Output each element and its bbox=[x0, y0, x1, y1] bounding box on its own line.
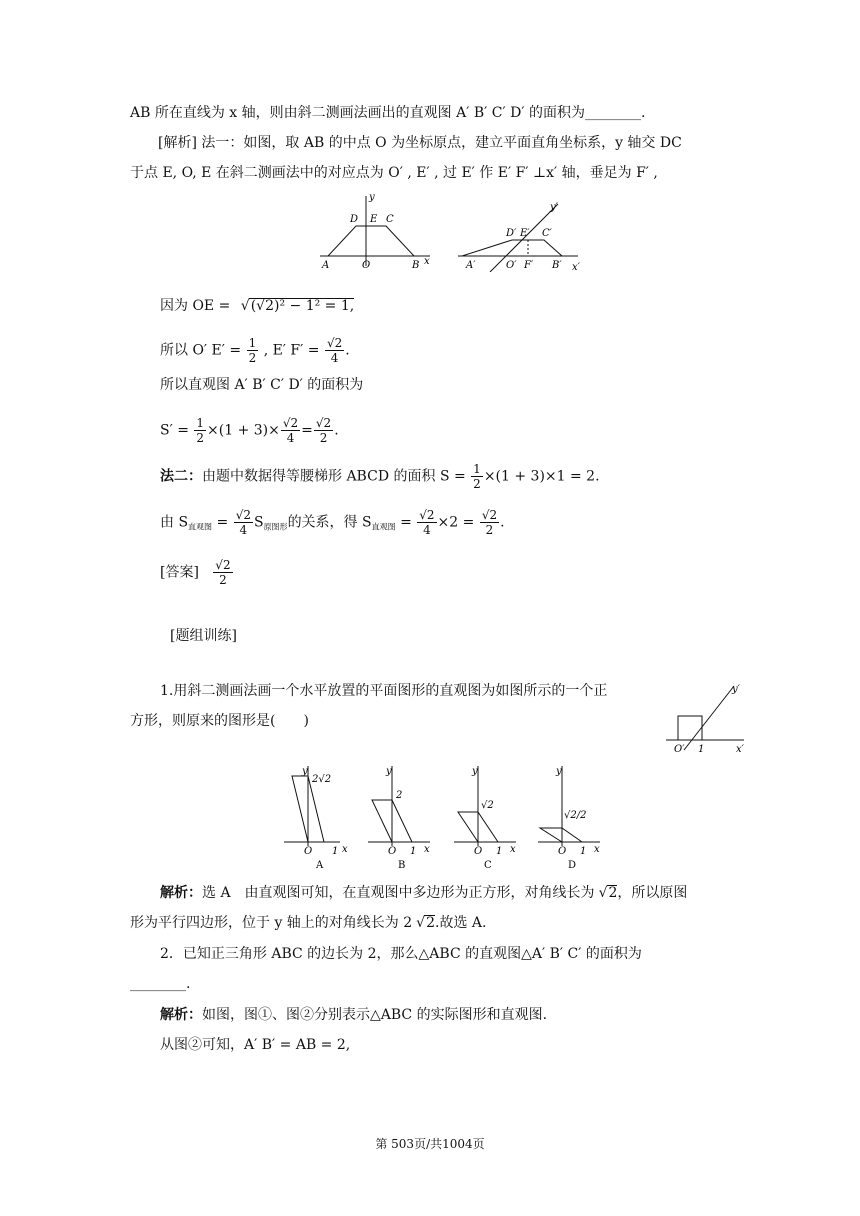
oe-prime-text: 所以 O′ E′ = bbox=[160, 342, 242, 359]
optB-label-x: x bbox=[424, 844, 430, 855]
sol1-line-a: 解析：选 A 由直观图可知，在直观图中多边形为正方形，对角线长为√ 2，所以原图 bbox=[160, 883, 687, 903]
q1-line-b: 方形，则原来的图形是( ) bbox=[130, 713, 309, 729]
fig3-label-x: x′ bbox=[736, 744, 744, 755]
oe-text: 因为 OE = bbox=[160, 298, 231, 314]
frac-r2-4-2: $\frac{√2}{4}$ bbox=[282, 416, 299, 445]
option-a-figure bbox=[284, 766, 348, 871]
solution-text: 法一：如图，取 AB 的中点 O 为坐标原点，建立平面直角坐标系，y 轴交 DC bbox=[201, 135, 682, 151]
frac-half-3: $\frac{1}{2}$ bbox=[473, 462, 481, 491]
frac-r2-4-3: $\frac{√2}{4}$ bbox=[235, 508, 251, 537]
fig2-label-B: B′ bbox=[552, 260, 562, 271]
answer-value: $\frac{√2}{2}$ bbox=[215, 558, 231, 587]
solution-label: [解析] bbox=[158, 135, 197, 151]
fig2-label-E: E′ bbox=[520, 228, 530, 239]
fig1-label-x: x bbox=[424, 256, 430, 267]
q2-line-a: 2．已知正三角形 ABC 的边长为 2，那么△ABC 的直观图△A′ B′ C′ 的面积为 bbox=[160, 946, 642, 962]
s1-expr: ×(1 + 3)× bbox=[207, 422, 280, 439]
optC-label-O: O bbox=[474, 846, 483, 857]
fig1-label-E: E bbox=[370, 214, 378, 225]
optB-label-val: 2 bbox=[396, 790, 403, 801]
group-title: [题组训练] bbox=[170, 628, 237, 644]
ef-label: , E′ F′ = bbox=[263, 342, 320, 359]
fig1-label-O: O bbox=[362, 260, 371, 271]
oblique-trapezoid-figure bbox=[458, 202, 581, 272]
frac-r2-4: $\frac{√2}{4}$ bbox=[326, 336, 343, 365]
optB-label-1: 1 bbox=[410, 846, 417, 857]
optC-label-val: √2 bbox=[481, 800, 494, 811]
oe-expr: (√2)² − 1² = 1, bbox=[250, 298, 355, 314]
oe-line bbox=[160, 296, 354, 316]
option-b-figure bbox=[368, 766, 430, 871]
optA-label-1: 1 bbox=[332, 846, 339, 857]
optA-label-val: 2√2 bbox=[312, 774, 332, 785]
fig1-label-D: D bbox=[350, 214, 359, 225]
sol1-label: 解析： bbox=[160, 885, 202, 901]
fig1-label-y: y bbox=[369, 192, 375, 203]
trapezoid-figures bbox=[310, 192, 600, 272]
method-two-line bbox=[160, 462, 600, 491]
square-intuitive-figure bbox=[662, 672, 762, 756]
fig2-label-F: F′ bbox=[524, 260, 534, 271]
area-intro-line: 所以直观图 A′ B′ C′ D′ 的面积为 bbox=[160, 377, 364, 393]
option-figures bbox=[280, 762, 600, 874]
frac-r2-2: $\frac{√2}{2}$ bbox=[315, 416, 332, 445]
fig1-label-A: A bbox=[322, 260, 330, 271]
sol2-line-a: 解析：如图，图①、图②分别表示△ABC 的实际图形和直观图. bbox=[160, 1007, 548, 1023]
oe-prime-line: 所以 O′ E′ = $\frac{1}{2}$ , E′ F′ = $\frac{√2}{4}$ . bbox=[160, 336, 350, 365]
sol2-line-b: 从图②可知，A′ B′ = AB = 2, bbox=[160, 1037, 351, 1053]
optD-label-y: y bbox=[556, 766, 562, 777]
fig2-label-O: O′ bbox=[506, 260, 517, 271]
fig2-label-y: y′ bbox=[550, 202, 558, 213]
option-c-figure bbox=[454, 766, 516, 871]
frac-r2-2-2: $\frac{√2}{2}$ bbox=[481, 508, 498, 537]
fig2-label-x: x′ bbox=[572, 262, 580, 272]
relation-line: 由 $S_{直观图}$ = $\frac{√2}{4}$ $S_{原图形}$的关系，得 $S_{直观图}$ = $\frac{√2}{4}$ ×2 = $\frac{√2}{2}$ . bbox=[160, 508, 505, 537]
fig2-label-A: A′ bbox=[466, 260, 476, 271]
optA-label-x: x bbox=[342, 844, 348, 855]
optC-label-1: 1 bbox=[496, 846, 503, 857]
optA-label-y: y bbox=[302, 766, 308, 777]
optC-label-x: x bbox=[510, 844, 516, 855]
fig1-label-C: C bbox=[386, 214, 394, 225]
optD-label-val: √2/2 bbox=[564, 810, 587, 821]
s-eq: ×(1 + 3)×1 = 2. bbox=[483, 468, 600, 485]
fig2-label-D: D′ bbox=[506, 228, 517, 239]
sol1-line-b: 形为平行四边形，位于 y 轴上的对角线长为 2√ 2.故选 A. bbox=[130, 913, 486, 933]
optD-letter: D bbox=[568, 860, 577, 871]
optB-letter: B bbox=[398, 860, 406, 871]
original-trapezoid-figure bbox=[320, 192, 430, 271]
optB-label-O: O bbox=[388, 846, 397, 857]
optC-letter: C bbox=[484, 860, 492, 871]
optA-label-O: O bbox=[304, 846, 313, 857]
answer-label: [答案] bbox=[160, 564, 199, 581]
fig3-label-y: y′ bbox=[732, 684, 740, 695]
option-d-figure bbox=[538, 766, 600, 871]
fig3-label-O: O′ bbox=[674, 744, 685, 755]
solution-line-3: 于点 E, O, E 在斜二测画法中的对应点为 O′ , E′ , 过 E′ 作 E′ F′ ⊥x′ 轴，垂足为 F′ , bbox=[130, 165, 658, 181]
optD-label-O: O bbox=[558, 846, 567, 857]
s-prime-line: S′ = $\frac{1}{2}$ ×(1 + 3)× $\frac{√2}{4}$ = $\frac{√2}{2}$ . bbox=[160, 416, 339, 445]
frac-half: $\frac{1}{2}$ bbox=[248, 336, 257, 365]
fig3-label-1: 1 bbox=[698, 744, 705, 755]
frac-half-2: $\frac{1}{2}$ bbox=[196, 416, 205, 445]
optA-letter: A bbox=[316, 860, 324, 871]
q2-line-b: ________. bbox=[130, 976, 191, 992]
s-prime-label: S′ = bbox=[160, 422, 189, 439]
q1-line-a: 1.用斜二测画法画一个水平放置的平面图形的直观图为如图所示的一个正 bbox=[160, 683, 608, 699]
page-footer: 第 503页/共1004页 bbox=[375, 1137, 485, 1151]
fig1-label-B: B bbox=[412, 260, 420, 271]
method-two-text: 由题中数据得等腰梯形 ABCD 的面积 S = bbox=[202, 468, 466, 485]
oe-sqrt bbox=[249, 298, 354, 313]
fig2-label-C: C′ bbox=[542, 228, 552, 239]
optB-label-y: y bbox=[386, 766, 392, 777]
optD-label-1: 1 bbox=[580, 846, 587, 857]
solution-intro bbox=[158, 133, 682, 153]
frac-r2-4-4: $\frac{√2}{4}$ bbox=[419, 508, 435, 537]
method-two-label: 法二： bbox=[160, 468, 202, 485]
problem-line-1: AB 所在直线为 x 轴，则由斜二测画法画出的直观图 A′ B′ C′ D′ 的面积为________. bbox=[130, 105, 646, 121]
answer-line bbox=[160, 558, 234, 587]
optD-label-x: x bbox=[594, 844, 600, 855]
optC-label-y: y bbox=[472, 766, 478, 777]
sol2-label: 解析： bbox=[160, 1007, 202, 1023]
